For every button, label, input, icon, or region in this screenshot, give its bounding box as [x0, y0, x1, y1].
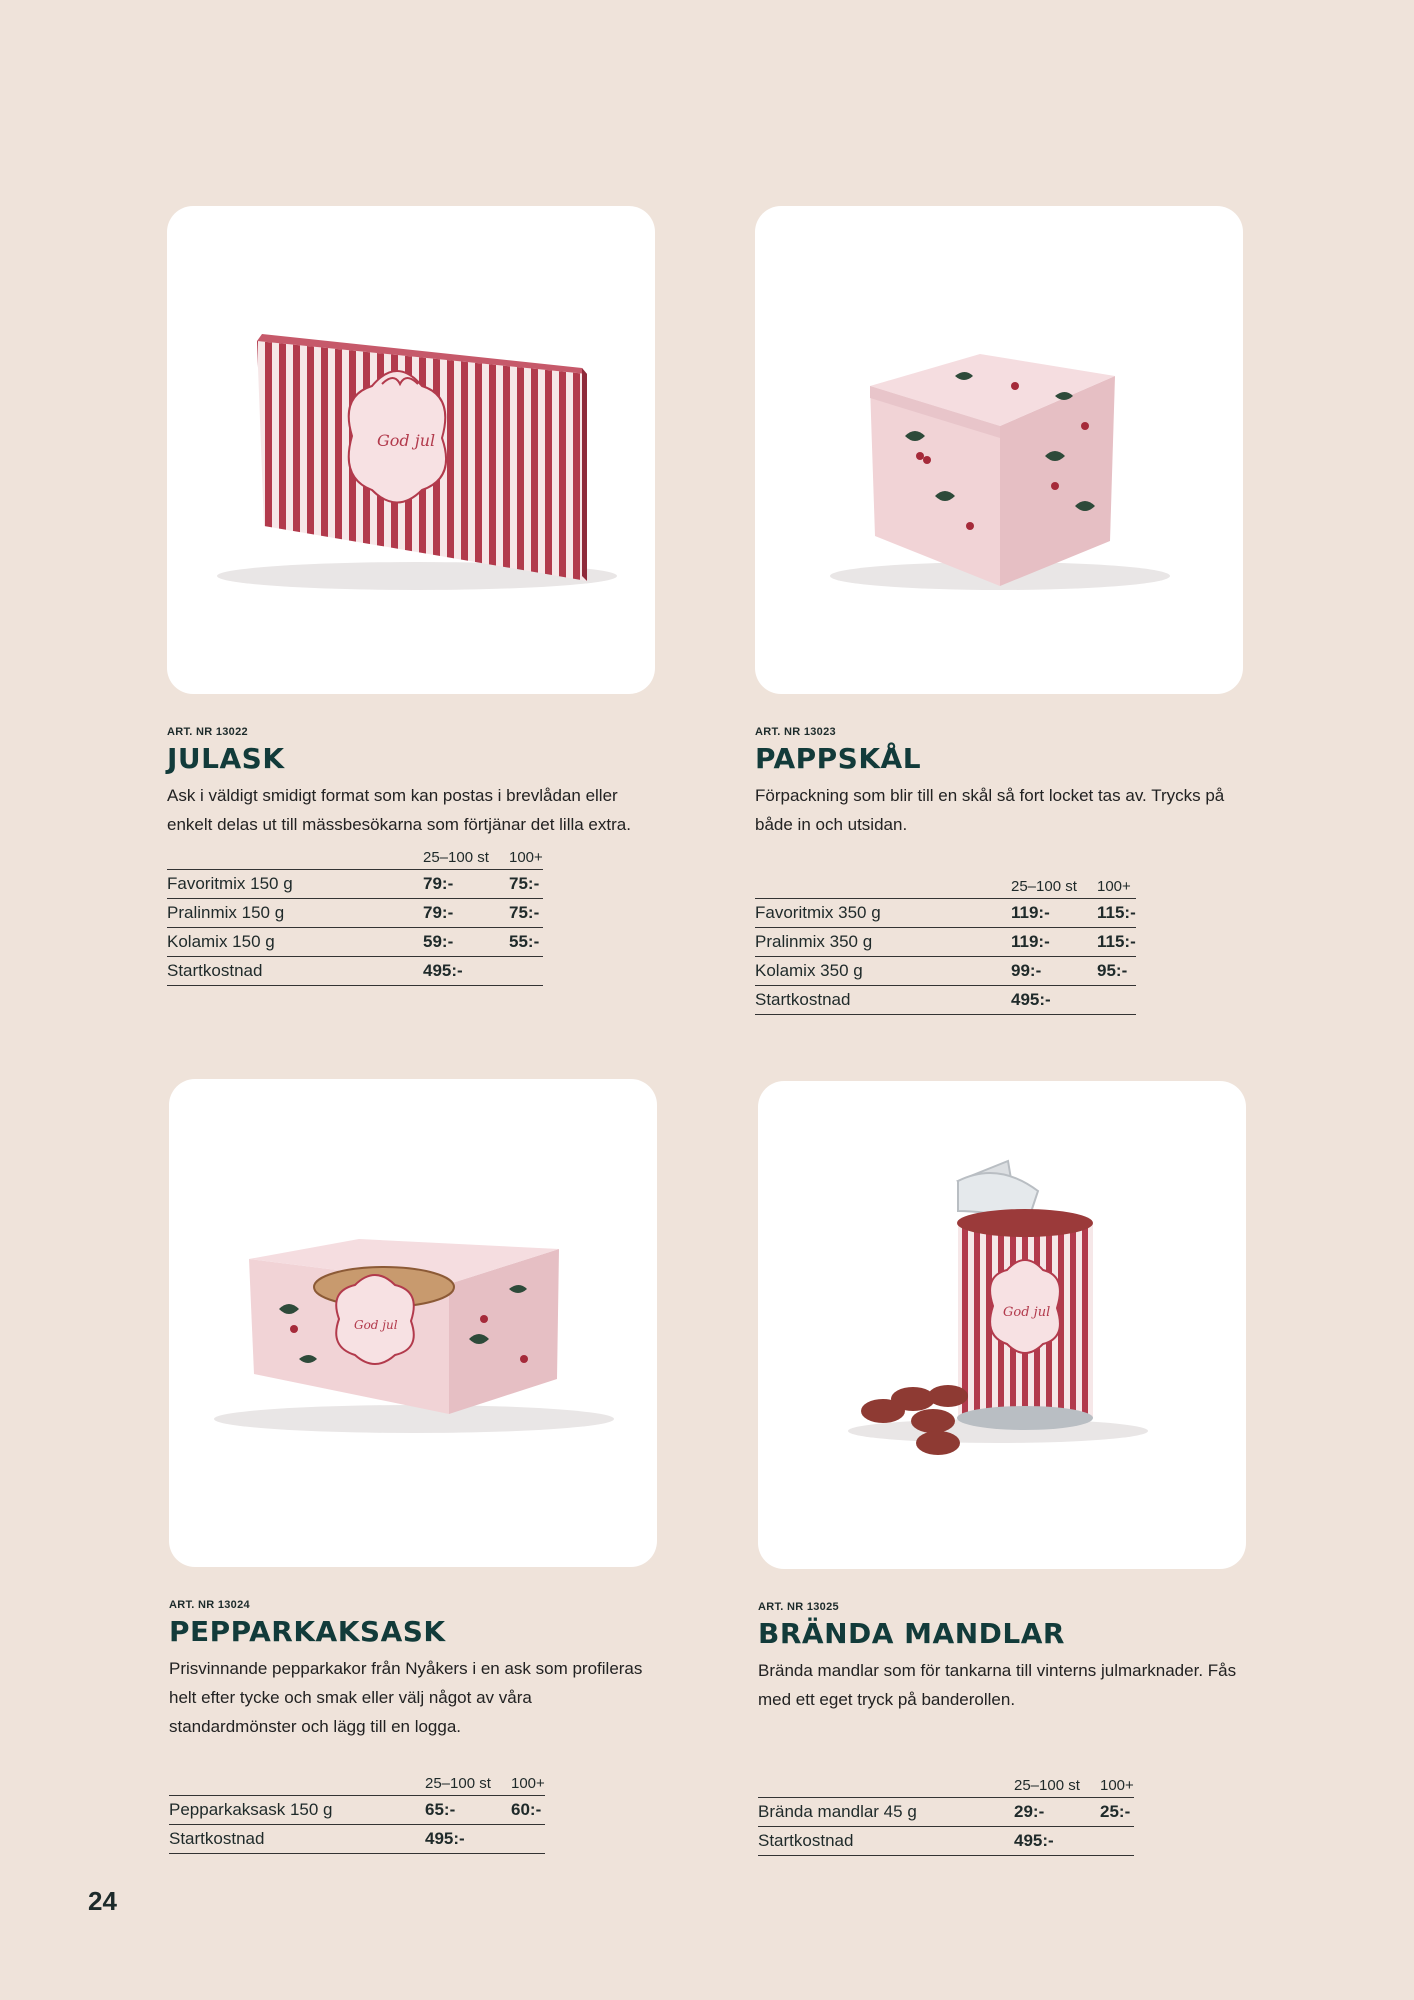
price-row-name: Startkostnad	[169, 1825, 425, 1854]
qty-header-a: 25–100 st	[425, 1775, 491, 1792]
price-a: 119:-	[1011, 899, 1097, 928]
price-a: 29:-	[1014, 1798, 1100, 1827]
product-description: Förpackning som blir till en skål så fort locket tas av. Trycks på både in och utsidan.	[755, 786, 1225, 834]
price-b: 95:-	[1097, 957, 1136, 986]
almond-tin-image	[758, 1081, 1246, 1569]
price-header-row	[758, 1775, 1134, 1798]
svg-text:God jul: God jul	[377, 431, 436, 450]
price-table	[167, 847, 543, 986]
product-description: Prisvinnande pepparkakor från Nyåkers i en ask som profileras helt efter tycke och smak eller välj något av våra standardmönster och lägg till en logga.	[169, 1659, 643, 1736]
price-a: 99:-	[1011, 957, 1097, 986]
price-row	[169, 1825, 545, 1854]
price-header-row	[169, 1773, 545, 1796]
price-b: 115:-	[1097, 899, 1136, 928]
price-row-name: Favoritmix 350 g	[755, 899, 1011, 928]
product-branda-mandlar	[758, 1081, 1258, 1856]
price-row	[167, 928, 543, 957]
qty-header-a: 25–100 st	[1011, 878, 1077, 895]
price-row	[755, 986, 1136, 1015]
price-b: 75:-	[509, 870, 543, 899]
qty-header-b: 100+	[1097, 878, 1131, 895]
price-a: 79:-	[423, 899, 509, 928]
price-row-name: Brända mandlar 45 g	[758, 1798, 1014, 1827]
qty-header-a: 25–100 st	[423, 849, 489, 866]
price-row	[755, 928, 1136, 957]
price-header-row	[167, 847, 543, 870]
price-a: 65:-	[425, 1796, 511, 1825]
product-image-card	[169, 1079, 657, 1567]
price-row-name: Startkostnad	[167, 957, 423, 986]
price-row-name: Pralinmix 150 g	[167, 899, 423, 928]
qty-header-b: 100+	[1100, 1777, 1134, 1794]
price-row	[755, 957, 1136, 986]
price-row-name: Kolamix 350 g	[755, 957, 1011, 986]
price-b: 25:-	[1100, 1798, 1134, 1827]
product-image-card	[167, 206, 655, 694]
price-row	[167, 870, 543, 899]
product-description: Brända mandlar som för tankarna till vinterns julmarknader. Fås med ett eget tryck på banderollen.	[758, 1661, 1237, 1709]
price-b	[511, 1825, 545, 1854]
price-row	[167, 957, 543, 986]
price-row	[755, 899, 1136, 928]
product-pappskal	[755, 206, 1255, 1015]
product-image-card	[755, 206, 1243, 694]
product-title: PAPPSKÅL	[755, 742, 922, 775]
price-table	[755, 876, 1136, 1015]
price-row-name: Kolamix 150 g	[167, 928, 423, 957]
art-number: ART. NR 13024	[169, 1599, 250, 1611]
price-b: 115:-	[1097, 928, 1136, 957]
product-title: JULASK	[167, 742, 285, 775]
qty-header-b: 100+	[511, 1775, 545, 1792]
svg-text:God jul: God jul	[1003, 1305, 1051, 1320]
qty-header-a: 25–100 st	[1014, 1777, 1080, 1794]
price-a: 495:-	[423, 957, 509, 986]
price-table	[169, 1773, 545, 1854]
qty-header-b: 100+	[509, 849, 543, 866]
product-julask	[167, 206, 667, 986]
price-row	[758, 1798, 1134, 1827]
price-row-name: Startkostnad	[758, 1827, 1014, 1856]
art-number: ART. NR 13025	[758, 1601, 839, 1613]
price-a: 119:-	[1011, 928, 1097, 957]
price-a: 495:-	[425, 1825, 511, 1854]
price-a: 495:-	[1014, 1827, 1100, 1856]
price-a: 495:-	[1011, 986, 1097, 1015]
price-row	[758, 1827, 1134, 1856]
gingerbread-window-box-image	[169, 1079, 657, 1567]
price-b	[1100, 1827, 1134, 1856]
striped-gift-box-image	[167, 206, 655, 694]
art-number: ART. NR 13022	[167, 726, 248, 738]
price-table	[758, 1775, 1134, 1856]
price-b: 60:-	[511, 1796, 545, 1825]
product-description: Ask i väldigt smidigt format som kan postas i brevlådan eller enkelt delas ut till mässbesökarna som förtjänar det lilla extra.	[167, 786, 631, 834]
price-b	[1097, 986, 1136, 1015]
price-row	[167, 899, 543, 928]
svg-text:God jul: God jul	[354, 1318, 398, 1332]
art-number: ART. NR 13023	[755, 726, 836, 738]
price-header-row	[755, 876, 1136, 899]
page-number: 24	[88, 1886, 117, 1916]
product-title: BRÄNDA MANDLAR	[758, 1617, 1065, 1650]
product-image-card	[758, 1081, 1246, 1569]
price-row-name: Startkostnad	[755, 986, 1011, 1015]
holly-cube-box-image	[755, 206, 1243, 694]
price-row	[169, 1796, 545, 1825]
price-row-name: Pralinmix 350 g	[755, 928, 1011, 957]
price-a: 79:-	[423, 870, 509, 899]
price-b	[509, 957, 543, 986]
price-b: 75:-	[509, 899, 543, 928]
price-a: 59:-	[423, 928, 509, 957]
price-b: 55:-	[509, 928, 543, 957]
price-row-name: Pepparkaksask 150 g	[169, 1796, 425, 1825]
product-pepparkaksask	[169, 1079, 669, 1854]
product-title: PEPPARKAKSASK	[169, 1615, 446, 1648]
price-row-name: Favoritmix 150 g	[167, 870, 423, 899]
